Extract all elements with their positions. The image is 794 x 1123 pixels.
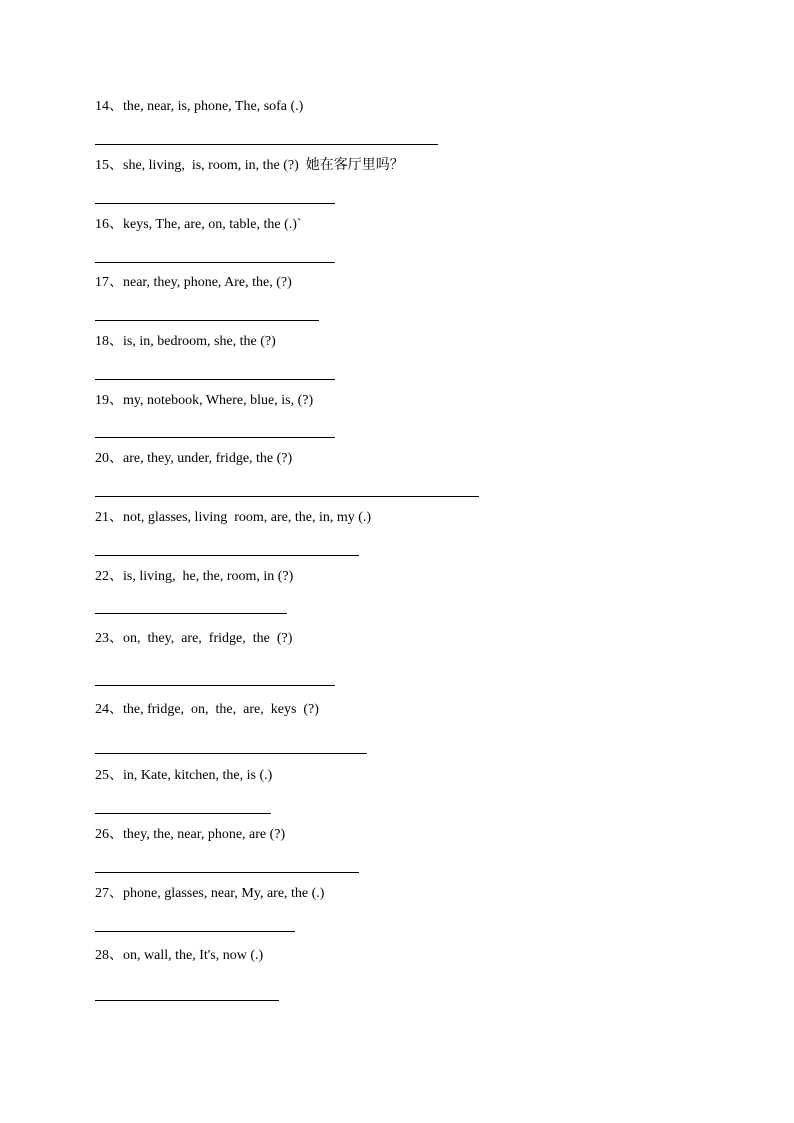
question-21: 21、not, glasses, living room, are, the, in, my (.) xyxy=(95,510,372,525)
answer-line-14[interactable] xyxy=(95,144,438,145)
answer-line-23[interactable] xyxy=(95,685,335,686)
answer-line-20[interactable] xyxy=(95,496,479,497)
question-18: 18、is, in, bedroom, she, the (?) xyxy=(95,334,276,349)
question-20: 20、are, they, under, fridge, the (?) xyxy=(95,451,293,466)
question-17: 17、near, they, phone, Are, the, (?) xyxy=(95,275,292,290)
answer-line-25[interactable] xyxy=(95,813,271,814)
question-27: 27、phone, glasses, near, My, are, the (.) xyxy=(95,886,325,901)
answer-line-28[interactable] xyxy=(95,1000,279,1001)
question-15: 15、she, living, is, room, in, the (?) 她在客厅里吗？ xyxy=(95,158,404,173)
question-14: 14、the, near, is, phone, The, sofa (.) xyxy=(95,99,304,114)
question-22: 22、is, living, he, the, room, in (?) xyxy=(95,569,294,584)
question-26: 26、they, the, near, phone, are (?) xyxy=(95,827,286,842)
answer-line-16[interactable] xyxy=(95,262,335,263)
question-19: 19、my, notebook, Where, blue, is, (?) xyxy=(95,393,314,408)
question-28: 28、on, wall, the, It's, now (.) xyxy=(95,948,264,963)
answer-line-21[interactable] xyxy=(95,555,359,556)
answer-line-18[interactable] xyxy=(95,379,335,380)
answer-line-19[interactable] xyxy=(95,437,335,438)
answer-line-24[interactable] xyxy=(95,753,367,754)
question-16: 16、keys, The, are, on, table, the (.)` xyxy=(95,217,302,232)
question-24: 24、the, fridge, on, the, are, keys (?) xyxy=(95,702,319,717)
answer-line-15[interactable] xyxy=(95,203,335,204)
question-23: 23、on, they, are, fridge, the (?) xyxy=(95,631,293,646)
answer-line-17[interactable] xyxy=(95,320,319,321)
answer-line-26[interactable] xyxy=(95,872,359,873)
answer-line-27[interactable] xyxy=(95,931,295,932)
answer-line-22[interactable] xyxy=(95,613,287,614)
question-25: 25、in, Kate, kitchen, the, is (.) xyxy=(95,768,273,783)
